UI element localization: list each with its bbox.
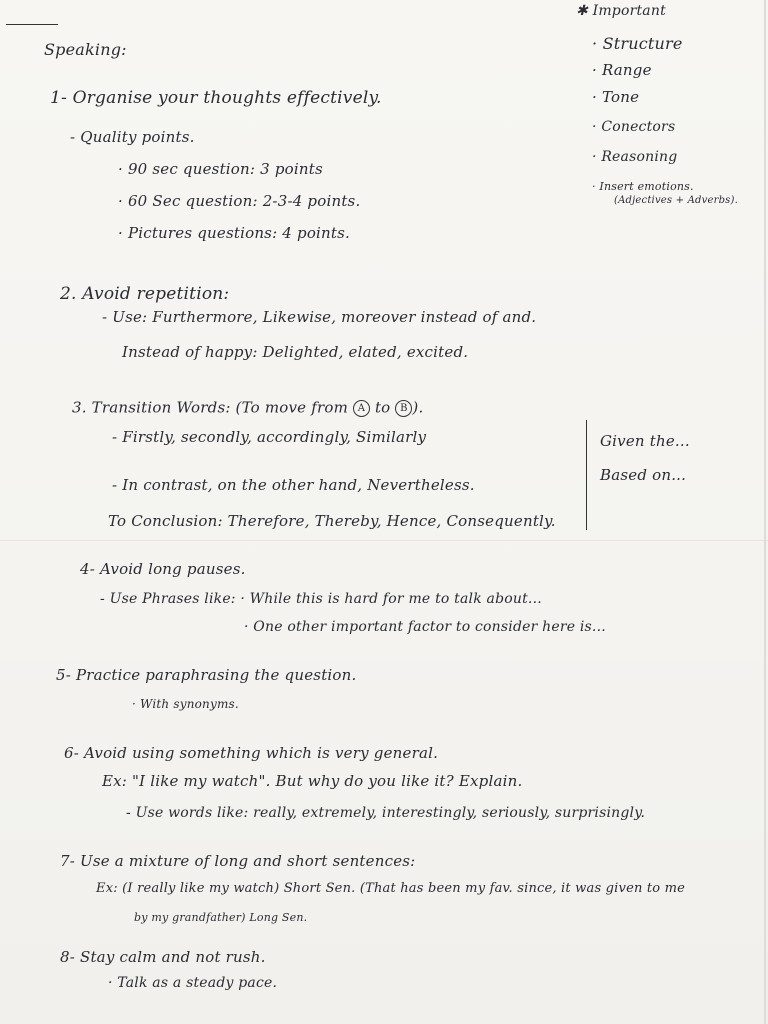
asterisk-icon: ✱ xyxy=(576,3,593,19)
section-4-line: · One other important factor to consider here is... xyxy=(244,619,606,635)
section-5-line: · With synonyms. xyxy=(132,697,239,711)
circle-a: A xyxy=(353,400,370,417)
section-3-title: 3. Transition Words: (To move from A to B ). xyxy=(72,398,424,417)
section-3-line: To Conclusion: Therefore, Thereby, Hence, Consequently. xyxy=(108,512,556,530)
section-7-title: 7- Use a mixture of long and short sentences: xyxy=(60,852,416,870)
section-4-line: - Use Phrases like: · While this is hard for me to talk about... xyxy=(100,591,542,607)
section-7-line: Ex: (I really like my watch) Short Sen. (That has been my fav. since, it was given to me xyxy=(96,881,686,896)
side-note: Given the... xyxy=(600,432,690,450)
important-item: · Reasoning xyxy=(592,149,678,165)
section-3-line: - Firstly, secondly, accordingly, Similarly xyxy=(112,428,427,446)
section-2-line: - Use: Furthermore, Likewise, moreover instead of and. xyxy=(102,308,537,326)
important-item: · Range xyxy=(592,61,652,79)
section-2-line: Instead of happy: Delighted, elated, excited. xyxy=(122,343,469,361)
section-6-line: - Use words like: really, extremely, interestingly, seriously, surprisingly. xyxy=(126,805,646,821)
section-8-line: · Talk as a steady pace. xyxy=(108,975,278,991)
important-item: · Insert emotions. xyxy=(592,180,694,193)
list-item: · 90 sec question: 3 points xyxy=(118,160,323,178)
section-6-title: 6- Avoid using something which is very general. xyxy=(64,744,439,762)
page-title: Speaking: xyxy=(44,40,127,59)
list-item: · Pictures questions: 4 points. xyxy=(118,224,350,242)
important-item: · Structure xyxy=(592,34,683,53)
side-note: Based on... xyxy=(600,466,687,484)
section-7-line: by my grandfather) Long Sen. xyxy=(134,911,308,924)
side-divider xyxy=(586,420,587,530)
important-item-note: (Adjectives + Adverbs). xyxy=(614,195,738,206)
section-1-sub: - Quality points. xyxy=(70,128,195,146)
important-item: · Conectors xyxy=(592,119,676,135)
section-4-title: 4- Avoid long pauses. xyxy=(80,560,246,578)
section-8-title: 8- Stay calm and not rush. xyxy=(60,948,266,966)
section-6-line: Ex: "I like my watch". But why do you like it? Explain. xyxy=(102,772,523,790)
section-2-title: 2. Avoid repetition: xyxy=(60,284,230,304)
paper-fold xyxy=(0,540,768,541)
top-rule xyxy=(6,24,58,25)
circle-b: B xyxy=(395,400,412,417)
important-item: · Tone xyxy=(592,88,640,106)
section-5-title: 5- Practice paraphrasing the question. xyxy=(56,666,357,684)
paper-edge xyxy=(764,0,766,1024)
section-1-title: 1- Organise your thoughts effectively. xyxy=(50,88,382,108)
list-item: · 60 Sec question: 2-3-4 points. xyxy=(118,192,361,210)
important-title: ✱ Important xyxy=(576,3,666,19)
section-3-line: - In contrast, on the other hand, Nevertheless. xyxy=(112,476,475,494)
